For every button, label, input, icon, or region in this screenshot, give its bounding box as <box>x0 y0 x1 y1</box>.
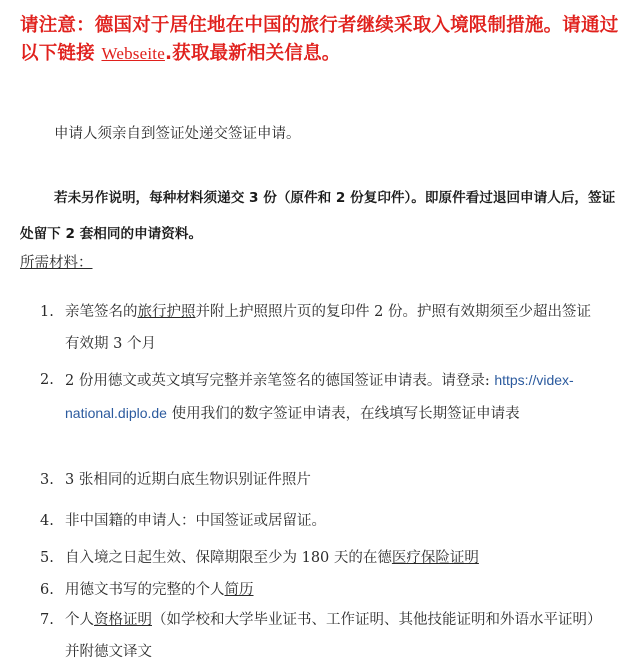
item-number: 6. <box>40 582 54 598</box>
item-number: 1. <box>40 304 54 320</box>
videx-link[interactable]: https://videx-national.diplo.de <box>65 372 574 421</box>
qualification-term: 资格证明 <box>94 612 152 628</box>
item-text: 用德文书写的完整的个人 <box>65 582 225 598</box>
item-number: 2. <box>40 372 54 388</box>
notice-text-end: .获取最新相关信息。 <box>164 43 341 64</box>
list-item <box>40 364 600 430</box>
item-body <box>65 364 600 430</box>
notice-text: 请注意：德国对于居住地在中国的旅行者继续采取入境限制措施。请通过以下链接 <box>20 15 619 64</box>
item-body <box>65 464 600 496</box>
item-text: 个人 <box>65 612 94 628</box>
list-item <box>40 574 600 606</box>
item-text: 自入境之日起生效、保障期限至少为 180 天的在德 <box>65 550 392 566</box>
notice-banner <box>20 12 626 68</box>
item-number: 7. <box>40 612 54 628</box>
item-text: 使用我们的数字签证申请表，在线填写长期签证申请表 <box>166 406 520 422</box>
intro-text: 申请人须亲自到签证处递交签证申请。 <box>54 126 301 142</box>
list-item <box>40 604 600 668</box>
item-body <box>65 574 600 606</box>
item-number: 3. <box>40 472 54 488</box>
list-item <box>40 296 600 360</box>
item-body <box>65 296 600 360</box>
list-item <box>40 505 600 537</box>
item-text: 亲笔签名的 <box>65 304 138 320</box>
item-text: （如学校和大学毕业证书、工作证明、其他技能证明和外语水平证明）并附德文译文 <box>65 612 595 660</box>
passport-term: 旅行护照 <box>137 304 196 320</box>
item-number: 5. <box>40 550 54 566</box>
item-body <box>65 542 600 574</box>
list-item <box>40 464 600 496</box>
cv-term: 简历 <box>224 582 254 598</box>
item-number: 4. <box>40 513 54 529</box>
copies-rule-text: 若未另作说明，每种材料须递交 3 份（原件和 2 份复印件）。即原件看过退回申请人后，签证处留下 2 套相同的申请资料。 <box>20 190 616 242</box>
item-text: 并附上护照照片页的复印件 2 份。护照有效期须至少超出签证有效期 3 个月 <box>65 304 591 352</box>
item-text: 2 份用德文或英文填写完整并亲笔签名的德国签证申请表。请登录: <box>65 373 495 389</box>
item-text: 非中国籍的申请人：中国签证或居留证。 <box>65 513 326 529</box>
list-item <box>40 542 600 574</box>
item-body <box>65 505 600 537</box>
item-body <box>65 604 600 668</box>
item-text: 3 张相同的近期白底生物识别证件照片 <box>65 472 311 488</box>
webseite-link[interactable]: Webseite <box>101 44 165 63</box>
required-materials-heading: 所需材料： <box>20 255 93 271</box>
insurance-term: 医疗保险证明 <box>391 550 479 566</box>
